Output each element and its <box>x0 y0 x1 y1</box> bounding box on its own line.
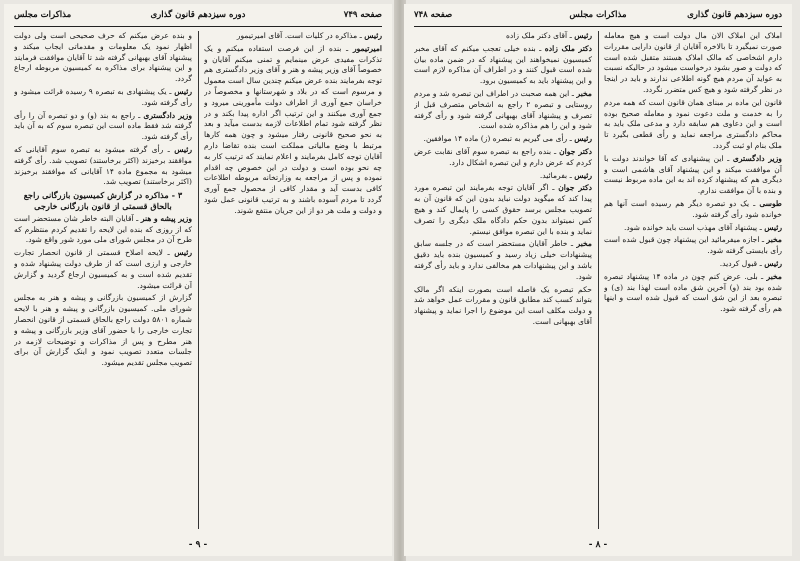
speech-text: قبول کردید. <box>719 258 758 268</box>
speaker-name: مخبر ـ <box>759 235 782 244</box>
speech-paragraph <box>204 44 382 217</box>
right-page <box>404 4 792 556</box>
speech-text: رأی می گیریم به تبصره (ز) ماده ۱۴ موافقین. <box>423 134 568 144</box>
column-divider <box>198 31 199 529</box>
speaker-name: مخبر ـ <box>758 272 782 281</box>
right-page-columns <box>414 31 782 529</box>
speaker-name: وزیر دادگستری ـ <box>724 154 782 163</box>
speech-text: این پیشنهادی که آقا خواندند دولت با آن موافقت میکند و این پیشنهاد آقای هاشمی است و دیگری هم که پیشنهاد کرده اند به این ماده مربوط نیست و بنده با آن موافقت ندارم. <box>604 153 782 196</box>
speech-text: این همه صحبت در اطراف این تبصره شد و مردم روستایی و تبصره ۲ راجع به اشخاص متصرف قبل از تصرف و پیشنهاد آقای بهبهانی گرفته شود و رأی گرفته شود و این را هم مذاکره شده است. <box>414 88 592 131</box>
speech-paragraph <box>414 89 592 132</box>
speech-paragraph <box>604 199 782 221</box>
speaker-name: وزیر پیشه و هنر ـ <box>134 214 192 223</box>
speech-text: لایحه اصلاح قسمتی از قانون انحصار تجارت خارجی و ارزی است که از طرف دولت پیشنهاد شده و تقدیم شده است و به کمیسیون ارجاع گردید و گزارش آن قرائت میشود. <box>14 248 192 290</box>
speech-paragraph <box>14 145 192 188</box>
speech-paragraph <box>604 259 782 270</box>
right-header-section-title: مذاکرات مجلس <box>569 10 627 20</box>
speaker-name: رئیس ـ <box>567 171 592 180</box>
speaker-name: دکتر جوان ـ <box>551 147 592 156</box>
speaker-name: دکتر جوان ـ <box>548 183 592 192</box>
left-page-footer-number: - ۹ - <box>188 540 208 550</box>
left-header-journal-title: دوره سیزدهم قانون گذاری <box>150 10 246 20</box>
speech-paragraph <box>14 214 192 246</box>
speaker-name: رئیس ـ <box>163 248 192 257</box>
speech-paragraph <box>414 147 592 169</box>
speech-paragraph <box>414 239 592 282</box>
right-header-journal-title: دوره سیزدهم قانون گذاری <box>687 10 782 20</box>
speaker-name: امیرتیمور ـ <box>341 44 382 53</box>
left-page-left-column <box>14 31 192 529</box>
speaker-name: رئیس ـ <box>757 223 782 232</box>
speech-paragraph <box>604 98 782 152</box>
speaker-name: مخبر ـ <box>569 89 592 98</box>
left-page <box>4 4 392 556</box>
speech-paragraph <box>14 111 192 143</box>
speech-text: آقایان البته خاطر شان مستحضر است که از روزی که بنده این لایحه را تقدیم کردم منتظرم که طرح آن در مجلس شورای ملی مورد شور واقع شود. <box>14 213 192 245</box>
speaker-name: رئیس ـ <box>567 31 592 40</box>
speech-paragraph <box>414 171 592 182</box>
column-divider <box>598 31 599 529</box>
left-header-section-title: مذاکرات مجلس <box>14 10 72 20</box>
speech-text: املاک این املاک الان مال دولت است و هیچ معامله صورت نمیگیرد تا بالاخره آقایان از قانون دارایی مقررات دارم اشخاصی که مالک املاک هستند متقبل شده است که دولت و صور بشود درخواست میشود در حالیکه نسبت به عواید آن مردم هیچ گونه اطلاعی ندارند و باید در اینجا در نظر گرفته شود و هیچ کس متضرر نگردد. <box>604 31 782 94</box>
speaker-name: رئیس ـ <box>167 87 192 96</box>
speech-text: یک پیشنهادی به تبصره ۹ رسیده قرائت میشود و رأی گرفته شود. <box>14 86 192 107</box>
speech-text: مذاکره در کلیات است. آقای امیرتیمور <box>236 31 358 40</box>
left-page-header <box>14 4 382 27</box>
left-header-page-number: صفحه ۷۴۹ <box>343 10 382 20</box>
speaker-name: رئیس ـ <box>163 145 192 154</box>
speech-paragraph <box>604 31 782 96</box>
speech-text: بنده راجع به تبصره سوم آقای نقابت عرض کردم که عرض دارم و این تبصره اشکال دارد. <box>414 146 592 167</box>
speech-text: پیشنهاد آقای مهذب است باید خوانده شود. <box>623 222 758 232</box>
speech-text: حکم تبصره یک فاصله است بصورت اینکه اگر مالک بتواند کسب کند مطابق قانون و مقررات عمل خواهد شد و دولت مکلف است این موضوع را اجرا نماید و پیشنهاد آقای بهبهانی است. <box>414 284 592 326</box>
speech-paragraph <box>414 44 592 87</box>
right-page-footer-number: - ۸ - <box>588 540 608 550</box>
speech-paragraph <box>604 223 782 234</box>
speech-text: خاطر آقایان مستحضر است که در جلسه سابق پیشنهادات خیلی زیاد رسید و کمیسیون بنده باید دقیق باشد و این پیشنهادات هم مخالفی ندارد و باید رأی گرفته شود. <box>414 239 592 281</box>
left-page-right-column <box>204 31 382 529</box>
left-page-columns <box>14 31 382 529</box>
right-page-header <box>414 4 782 27</box>
speaker-name: رئیس ـ <box>567 134 592 143</box>
speaker-name: دکتر ملک زاده ـ <box>536 44 592 53</box>
speaker-name: رئیس ـ <box>757 259 782 268</box>
speech-text: قانون این ماده بر مبنای همان قانون است که همه مردم را به خدمت و ملت دعوت نمود و معامله صحیح بوده است و این دعاوی هم سابقه دارد و مدعی ملک باید به محاکم دادگستری مراجعه نماید و رأی قطعی بگیرد تا ملک بنام او ثبت گردد. <box>604 97 782 150</box>
speech-text: یک دو تبصره دیگر هم رسیده است آنها هم خوانده شود رأی گرفته شود. <box>604 198 782 219</box>
speech-text: ۳ - مذاکره در گزارش کمیسیون بازرگانی راجع بالحاق قسمتی از قانون بازرگانی خارجی <box>23 190 183 211</box>
speech-paragraph <box>14 248 192 291</box>
speech-paragraph <box>414 31 592 42</box>
speech-paragraph <box>604 154 782 197</box>
section-heading <box>14 190 192 212</box>
speech-paragraph <box>14 293 192 369</box>
speech-paragraph <box>604 272 782 315</box>
speech-text: رأی گرفته میشود به تبصره سوم آقایانی که موافقند برخیزند (اکثر برخاستند) تصویب شد. رأی گرفته میشود به مجموع ماده ۱۴ آقایانی که موافقند برخیزند (اکثر برخاستند) تصویب شد. <box>14 144 192 187</box>
speech-text: گزارش از کمیسیون بازرگانی و پیشه و هنر به مجلس شورای ملی. کمیسیون بازرگانی و پیشه و هنر با لایحه شماره ۵۸۰۱ دولت راجع بالحاق قسمتی از قانون انحصار تجارت خارجی را با حضور آقای وزیر بازرگانی و پیشه و هنر مطرح و پس از مذاکرات و توضیحات لازمه در جلسات متعدد تصویب نمود و اینک گزارش آن برای تصویب مجلس تقدیم میشود. <box>14 293 192 368</box>
speech-paragraph <box>14 87 192 109</box>
speech-paragraph <box>14 31 192 85</box>
speech-text: بفرمائید. <box>539 170 568 180</box>
speech-text: بنده خیلی تعجب میکنم که آقای مخبر کمیسیون نمیخواهند این پیشنهاد که در ضمن ماده بیان شده است قبول کنند و در اطراف آن مذاکره لازم است و این پیشنهاد باید به کمیسیون برود. <box>414 43 592 86</box>
speech-paragraph <box>414 285 592 328</box>
speech-paragraph <box>604 235 782 257</box>
right-header-page-number: صفحه ۷۴۸ <box>414 10 453 20</box>
speech-text: و بنده عرض میکنم که حرف صحیحی است ولی دولت اظهار نمود یک معلومات و مقدماتی ایجاب میکند و پیشنهاد آقای بهبهانی گرفته شد تا آقایان موافقت فرمایند و این پیشنهاد برای مذاکره به کمیسیون مربوطه ارجاع گردد. <box>14 31 192 84</box>
speech-paragraph <box>204 31 382 42</box>
speaker-name: طوسی ـ <box>749 199 782 208</box>
speaker-name: مخبر ـ <box>568 239 592 248</box>
right-page-right-column <box>604 31 782 529</box>
speech-paragraph <box>414 183 592 237</box>
speech-text: آقای دکتر ملک زاده <box>505 31 568 40</box>
speech-text: بنده از این فرصت استفاده میکنم و یک تذکرات مفیدی عرض مینمایم و تمنی میکنم آقایان و خصوصاً آقای وزیر پیشه و هنر و آقای وزیر دادگستری هم توجه بفرمایند بنده عرض میکنم چندین سال است معمول و مرسوم است که در بلاد و شهرستانها و مخصوصاً در خراسان جمع آوری از اطراف دولت مأمورینی میرود و جمع آوری میکنند و این ترتیب اگر اداره پیدا بکند و در نظر گرفته شود تمام اطلاعات لازمه بدست میآید و بعد به نحو صحیح قانونی رفتار میشود و چون همه کارها مرتبط با وضع مالیاتی مملکت است بنده تقاضا دارم آقایان توجه کامل بفرمایند و اعلام نمایند که ترتیب کار به چه نحو بوده است و دولت در این خصوص چه اقدام نموده و پس از مراجعه به وزارتخانه مربوطه اطلاعات کافی بدست آید و مقدار کافی از محصول جمع آوری گردد تا مردم آسوده باشند و به ترتیب قانونی عمل شود و دولت و ملت هر دو از این جریان منتفع شوند. <box>204 43 382 215</box>
speaker-name: وزیر دادگستری ـ <box>135 111 192 120</box>
speech-text: بلی. عرض کنم چون در ماده ۱۴ پیشنهاد تبصره شده بود بند (و) آخرین شق ماده است لهذا بند (ی) و تبصره بعد از این شق است که قبول شده است و اینها هم رأی گرفته شود. <box>604 271 782 314</box>
speech-paragraph <box>414 134 592 145</box>
speech-text: اگر آقایان توجه بفرمایند این تبصره مورد پیدا کند که میگوید دولت نباید بدون این که قانون آن به تصویب مجلس برسد حقوق کسی را پایمال کند و هیچ کس نمیتواند بدون حکم دادگاه ملک دیگری را تصرف نماید و بنده با این تبصره موافق نیستم. <box>414 183 592 236</box>
speech-text: اجازه میفرمائید این پیشنهاد چون قبول شده است رأی بایستی گرفته شود. <box>604 235 782 256</box>
speech-text: راجع به بند (و) و دو تبصره آن را رأی گرفته شد فقط ماده است این تبصره سوم که به آن باید رأی گرفته شود. <box>14 110 192 142</box>
right-page-left-column <box>414 31 592 529</box>
speaker-name: رئیس ـ <box>357 31 382 40</box>
